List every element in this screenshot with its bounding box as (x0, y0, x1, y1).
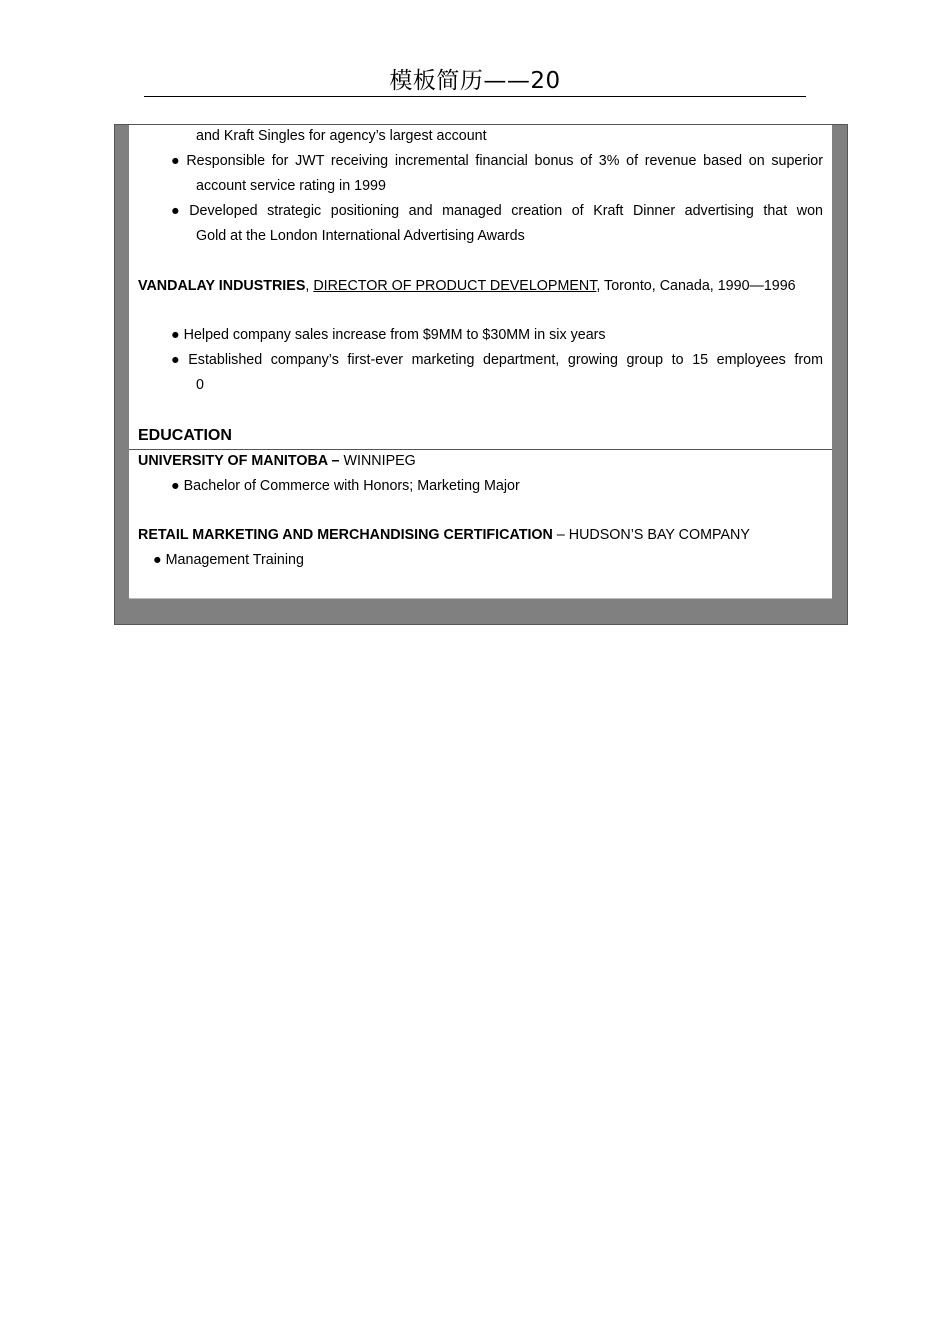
university-bullet: ● Bachelor of Commerce with Honors; Marketing Major (171, 478, 520, 494)
university-name: UNIVERSITY OF MANITOBA – (138, 453, 340, 469)
certification-bullet: ● Management Training (153, 552, 304, 568)
bullet-icon: ● (171, 153, 183, 169)
page-title: 模板简历——20 (389, 68, 561, 94)
job-details: , Toronto, Canada, 1990—1996 (596, 278, 796, 294)
vandalay-bullet-2-continuation: 0 (196, 377, 204, 393)
job-position: DIRECTOR OF PRODUCT DEVELOPMENT (313, 278, 597, 294)
university-line (138, 449, 416, 474)
bullet-icon: ● (171, 203, 186, 219)
bullet-icon: ● (171, 478, 180, 494)
vandalay-job-line: VANDALAY INDUSTRIES, DIRECTOR OF PRODUCT DEVELOPMENT, Toronto, Canada, 1990—1996 (138, 278, 796, 294)
jwt-bullet-2-continuation: Gold at the London International Advertising Awards (196, 228, 525, 244)
bullet-icon: ● (171, 327, 180, 343)
vandalay-bullet-1: ● Helped company sales increase from $9MM to $30MM in six years (171, 327, 606, 343)
jwt-bullet-2: ● Developed strategic positioning and managed creation of Kraft Dinner advertising that won (171, 203, 823, 219)
experience-continued-line: and Kraft Singles for agency’s largest account (196, 128, 487, 144)
page-header (144, 60, 806, 97)
company-name: VANDALAY INDUSTRIES (138, 278, 306, 294)
vandalay-bullet-2: ● Established company’s first-ever marketing department, growing group to 15 employees from (171, 352, 824, 368)
certification-name: RETAIL MARKETING AND MERCHANDISING CERTIFICATION (138, 527, 553, 543)
university-location: WINNIPEG (339, 453, 416, 469)
bullet-icon: ● (171, 352, 185, 368)
jwt-bullet-1: ● Responsible for JWT receiving incremental financial bonus of 3% of revenue based on superior (171, 153, 824, 169)
education-heading: EDUCATION (138, 427, 232, 444)
bullet-icon: ● (153, 552, 162, 568)
certification-line: RETAIL MARKETING AND MERCHANDISING CERTIFICATION – HUDSON’S BAY COMPANY (138, 527, 750, 543)
certification-issuer: HUDSON’S BAY COMPANY (568, 527, 750, 543)
jwt-bullet-1-continuation: account service rating in 1999 (196, 178, 386, 194)
